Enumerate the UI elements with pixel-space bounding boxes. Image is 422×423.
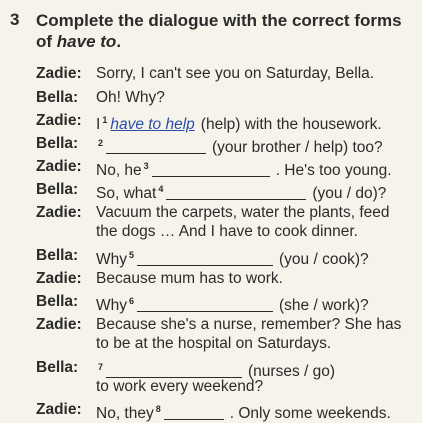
gap-cue: (you / cook)? <box>279 251 369 268</box>
dialogue-text: the dogs … And I have to cook dinner. <box>96 223 358 240</box>
gap-cue: (you / do)? <box>312 185 387 202</box>
dialogue-text: to be at the hospital on Saturdays. <box>96 335 332 352</box>
exercise-3: 3 Complete the dialogue with the correct forms of have to. Zadie: Sorry, I can't see you on Saturday, Bella. Bella: Oh! Why? Zadie: I $^1$ have to help (help) with the housework. Bella: $^2$ (your brother / help) too? Zadie: No, he $^3$ . He's too young. Bella: So, what $^4$ (you / do)? Zadie: Vacuum the carpets, water the plants, feed the dogs … And I have to cook dinner. Bella: Why $^5$ (you / cook)? Zadie: Because mum has to work. Bella: Why $^6$ (she / work)? Zadie: Because she's a nurse, remember? She has to be at the hospital on Saturdays. Bella: $^7$ (nurses / go) to work every weekend? Zadie: No, they $^8$ . Only some weekends. <box>10 10 402 422</box>
gap-cue: (she / work)? <box>279 297 369 314</box>
instruction-line-2: of have to. <box>36 32 122 51</box>
speaker-label: Bella: <box>36 247 79 264</box>
answer-gap-2[interactable] <box>106 139 206 154</box>
gap-number-2: 2 <box>98 138 104 148</box>
answer-gap-7[interactable] <box>106 363 242 378</box>
gap-number-8: 8 <box>155 404 161 414</box>
answer-gap-6[interactable] <box>137 297 273 312</box>
dialogue-text: Sorry, I can't see you on Saturday, Bella. <box>96 65 375 82</box>
dialogue-text: to work every weekend? <box>96 378 264 395</box>
answer-gap-5[interactable] <box>137 251 273 266</box>
speaker-label: Zadie: <box>36 316 82 333</box>
answer-gap-3[interactable] <box>152 162 270 177</box>
gap-number-3: 3 <box>143 161 149 171</box>
speaker-label: Zadie: <box>36 65 82 82</box>
gap-cue: . He's too young. <box>275 162 392 179</box>
exercise-instruction <box>36 10 402 52</box>
dialogue-text: Oh! Why? <box>96 89 165 106</box>
gap-cue: . Only some weekends. <box>229 405 391 422</box>
dialogue-text: Vacuum the carpets, water the plants, feed <box>96 204 390 221</box>
dialogue-text: Because mum has to work. <box>96 270 283 287</box>
speaker-label: Bella: <box>36 181 79 198</box>
speaker-label: Bella: <box>36 135 79 152</box>
speaker-label: Zadie: <box>36 112 82 129</box>
speaker-label: Bella: <box>36 359 79 376</box>
speaker-label: Bella: <box>36 293 79 310</box>
gap-number-4: 4 <box>158 184 164 194</box>
answer-gap-4[interactable] <box>166 185 306 200</box>
speaker-label: Zadie: <box>36 270 82 287</box>
gap-number-5: 5 <box>129 250 135 260</box>
answer-gap-8[interactable] <box>164 405 224 420</box>
speaker-label: Zadie: <box>36 401 82 418</box>
exercise-number: 3 <box>10 10 20 29</box>
gap-cue: (nurses / go) <box>248 363 336 380</box>
gap-cue: (help) with the housework. <box>200 116 382 133</box>
speaker-label: Zadie: <box>36 158 82 175</box>
gap-number-7: 7 <box>98 362 104 372</box>
gap-number-1: 1 <box>102 115 108 125</box>
example-answer: have to help <box>110 116 195 133</box>
instruction-line-1: Complete the dialogue with the correct forms <box>36 11 402 30</box>
gap-number-6: 6 <box>129 296 135 306</box>
gap-cue: (your brother / help) too? <box>212 139 383 156</box>
instruction-target-phrase: have to <box>56 32 117 51</box>
speaker-label: Bella: <box>36 89 79 106</box>
dialogue-text: Because she's a nurse, remember? She has <box>96 316 402 333</box>
speaker-label: Zadie: <box>36 204 82 221</box>
